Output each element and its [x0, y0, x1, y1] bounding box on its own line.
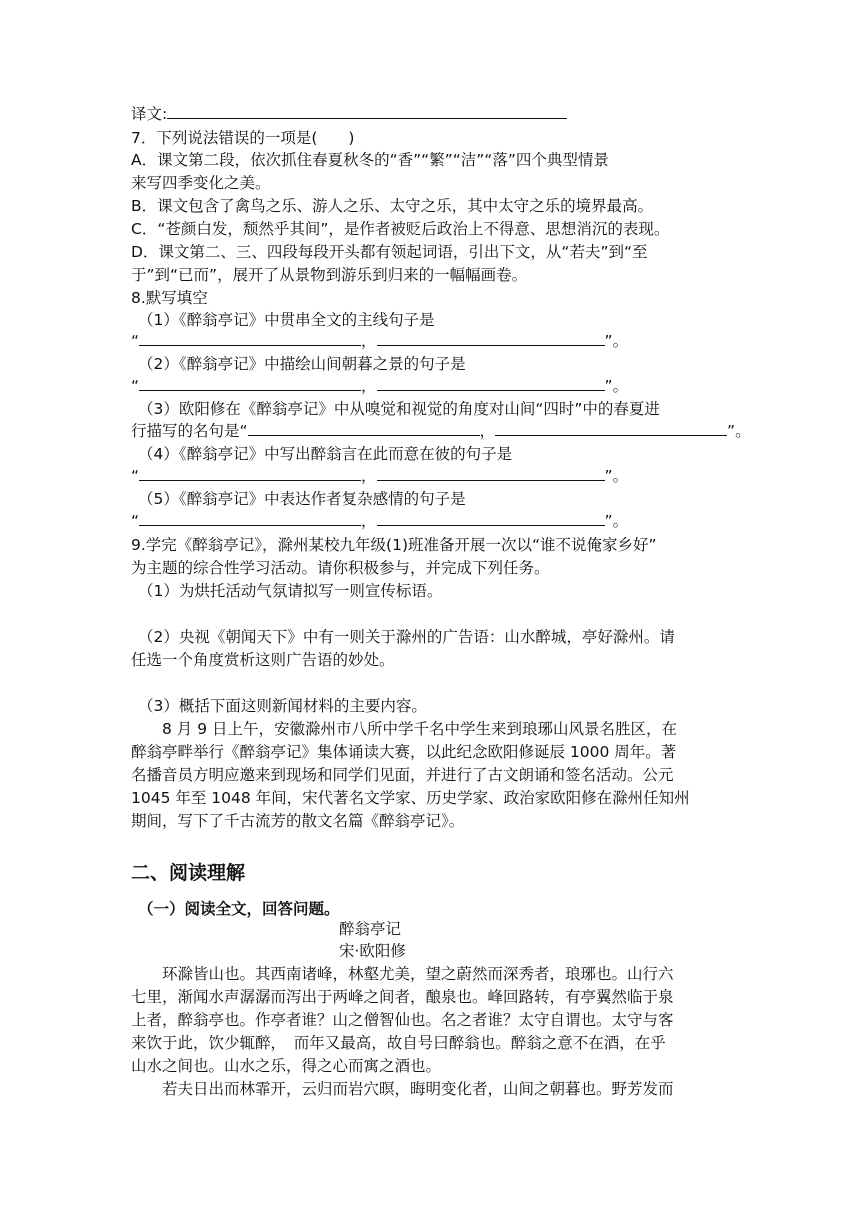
q8-item-2-blanks: “ ， ”。: [131, 377, 629, 395]
passage-line-4: 来饮于此，饮少辄醉， 而年又最高，故自号曰醉翁也。醉翁之意不在酒，在乎: [131, 1034, 666, 1052]
answer-blank: [377, 465, 605, 481]
passage-line-5: 山水之间也。山水之乐，得之心而寓之酒也。: [131, 1057, 442, 1075]
section-heading: 二、阅读理解: [131, 862, 246, 884]
q8-item-4-blanks: “ ， ”。: [131, 467, 629, 485]
q7-option-a-line1: A．课文第二段，依次抓住春夏秋冬的“香”“繁”“洁”“落”四个典型情景: [131, 151, 609, 169]
q7-option-c: C．“苍颜白发，颓然乎其间”，是作者被贬后政治上不得意、思想消沉的表现。: [131, 220, 670, 238]
answer-blank: [139, 330, 361, 346]
answer-blank: [139, 465, 361, 481]
q9-task-3: （3）概括下面这则新闻材料的主要内容。: [138, 697, 427, 715]
answer-blank: [377, 510, 605, 526]
q9-task-2-line1: （2）央视《朝闻天下》中有一则关于滁州的广告语：山水醉城，亭好滁州。请: [138, 628, 675, 646]
q9-line2: 为主题的综合性学习活动。请你积极参与，并完成下列任务。: [131, 559, 550, 577]
q7-option-b: B．课文包含了禽鸟之乐、游人之乐、太守之乐，其中太守之乐的境界最高。: [131, 197, 654, 215]
q8-title: 8.默写填空: [131, 289, 208, 307]
q8-item-1: （1）《醉翁亭记》中贯串全文的主线句子是: [138, 311, 435, 329]
q9-task-1: （1）为烘托活动气氛请拟写一则宣传标语。: [138, 582, 443, 600]
q7-option-d-line2: 于”到“已而”，展开了从景物到游乐到归来的一幅幅画卷。: [131, 266, 528, 284]
news-line-3: 名播音员方明应邀来到现场和同学们见面，并进行了古文朗诵和签名活动。公元: [131, 766, 674, 784]
q8-item-5-blanks: “ ， ”。: [131, 512, 629, 530]
q8-item-3-line1: （3）欧阳修在《醉翁亭记》中从嗅觉和视觉的角度对山间“四时”中的春夏进: [138, 400, 660, 418]
q8-item-4: （4）《醉翁亭记》中写出醉翁言在此而意在彼的句子是: [138, 445, 513, 463]
passage-line-3: 上者，醉翁亭也。作亭者谁？山之僧智仙也。名之者谁？太守自谓也。太守与客: [131, 1011, 674, 1029]
passage-line-2: 七里，渐闻水声潺潺而泻出于两峰之间者，酿泉也。峰回路转，有亭翼然临于泉: [131, 988, 674, 1006]
section-subheading: （一）阅读全文，回答问题。: [138, 900, 340, 918]
answer-blank: [139, 375, 361, 391]
q8-item-1-blanks: “ ， ”。: [131, 332, 629, 350]
answer-blank: [167, 103, 567, 119]
answer-blank: [377, 375, 605, 391]
q9-task-2-line2: 任选一个角度赏析这则广告语的妙处。: [131, 651, 395, 669]
q7-option-d-line1: D．课文第二、三、四段每段开头都有领起词语，引出下文，从“若夫”到“至: [131, 243, 648, 261]
q7-stem: 7．下列说法错误的一项是( ): [131, 129, 355, 147]
news-line-1: 8 月 9 日上午，安徽滁州市八所中学千名中学生来到琅琊山风景名胜区，在: [131, 720, 678, 738]
news-line-4: 1045 年至 1048 年间，宋代著名文学家、历史学家、政治家欧阳修在滁州任知州: [131, 789, 690, 807]
translation-line: [131, 103, 567, 125]
answer-blank: [377, 330, 605, 346]
passage-title: 醉翁亭记: [339, 920, 402, 938]
q8-item-5: （5）《醉翁亭记》中表达作者复杂感情的句子是: [138, 490, 466, 508]
translation-label: 译文:: [131, 105, 168, 123]
news-line-5: 期间，写下了千古流芳的散文名篇《醉翁亭记》。: [131, 812, 465, 830]
answer-blank: [248, 420, 480, 436]
passage-line-1: 环滁皆山也。其西南诸峰，林壑尤美，望之蔚然而深秀者，琅琊也。山行六: [131, 965, 674, 983]
answer-blank: [139, 510, 361, 526]
q9-line1: 9.学完《醉翁亭记》，滁州某校九年级(1)班准备开展一次以“谁不说俺家乡好”: [131, 536, 657, 554]
passage-line-6: 若夫日出而林霏开，云归而岩穴暝，晦明变化者，山间之朝暮也。野芳发而: [131, 1080, 674, 1098]
q7-option-a-line2: 来写四季变化之美。: [131, 174, 271, 192]
q8-item-2: （2）《醉翁亭记》中描绘山间朝暮之景的句子是: [138, 355, 466, 373]
passage-author: 宋·欧阳修: [339, 942, 406, 960]
q8-item-3-line2: 行描写的名句是“ ， ”。: [131, 422, 751, 440]
answer-blank: [495, 420, 727, 436]
news-line-2: 醉翁亭畔举行《醉翁亭记》集体诵读大赛，以此纪念欧阳修诞辰 1000 周年。著: [131, 743, 677, 761]
